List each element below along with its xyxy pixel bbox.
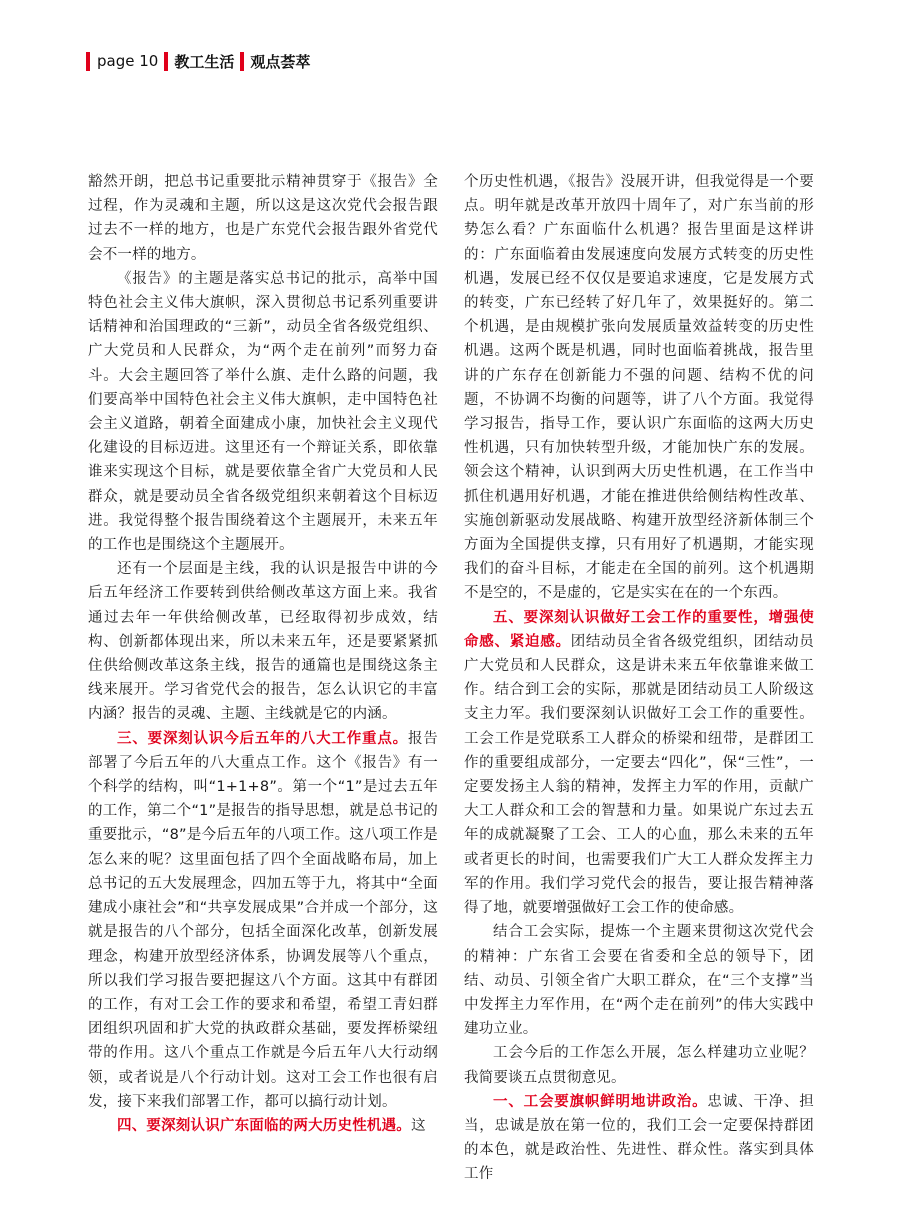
section-heading-4: 四、要深刻认识广东面临的两大历史性机遇。 — [117, 1117, 411, 1134]
header-red-bar — [86, 52, 90, 71]
paragraph-with-heading — [88, 727, 438, 1114]
right-column — [464, 170, 814, 1187]
paragraph: 豁然开朗，把总书记重要批示精神贯穿于《报告》全过程，作为灵魂和主题，所以这是这次党代会报告跟过去不一样的地方，也是广东党代会报告跟外省党代会不一样的地方。 — [88, 174, 438, 263]
paragraph: 工会今后的工作怎么开展，怎么样建功立业呢？我简要谈五点贯彻意见。 — [464, 1045, 814, 1086]
paragraph: 还有一个层面是主线，我的认识是报告中讲的今后五年经济工作要转到供给侧改革这方面上来。我省通过去年一年供给侧改革，已经取得初步成效，结构、创新都体现出来，所以未来五年，还是要紧紧抓住供给侧改革这条主线，报告的通篇也是围绕这条主线来展开。学习省党代会的报告，怎么认识它的丰富内涵？报告的灵魂、主题、主线就是它的内涵。 — [88, 561, 438, 723]
header-red-bar — [240, 52, 244, 71]
section-title: 教工生活 — [174, 52, 235, 71]
paragraph-text: 这 — [411, 1117, 426, 1134]
paragraph-with-heading — [464, 606, 814, 921]
paragraph: 结合工会实际，提炼一个主题来贯彻这次党代会的精神：广东省工会要在省委和全总的领导下，团结、动员、引领全省广大职工群众，在“三个支撑”当中发挥主力军作用，在“两个走在前列”的伟大实践中建功立业。 — [464, 924, 814, 1038]
column-title: 观点荟萃 — [250, 52, 311, 71]
section-heading-3: 三、要深刻认识今后五年的八大工作重点。 — [117, 730, 408, 747]
paragraph-with-heading — [464, 1090, 814, 1187]
paragraph-text: 忠诚、干净、担当，忠诚是放在第一位的，我们工会一定要保持群团的本色，就是政治性、先进性、群众性。落实到具体工作 — [464, 1093, 814, 1183]
section-heading-1: 一、工会要旗帜鲜明地讲政治。 — [493, 1093, 708, 1110]
header-red-bar — [164, 52, 168, 71]
page-number: page 10 — [97, 52, 159, 70]
page-header — [86, 50, 316, 72]
paragraph-text: 报告部署了今后五年的八大重点工作。这个《报告》有一个科学的结构，叫“1+1+8”。第一个“1”是过去五年的工作，第二个“1”是报告的指导思想，就是总书记的重要批示，“8”是今后五年的八项工作。这八项工作是怎么来的呢？这里面包括了四个全面战略布局，加上总书记的五大发展理念，四加五等于九，将其中“全面建成小康社会”和“共享发展成果”合并成一个部分，这就是报告的八个部分，包括全面深化改革，创新发展理念，构建开放型经济体系，协调发展等八个重点，所以我们学习报告要把握这八个方面。这其中有群团的工作，有对工会工作的要求和希望，希望工青妇群团组织巩固和扩大党的执政群众基础，要发挥桥梁纽带的作用。这八个重点工作就是今后五年八大行动纲领，或者说是八个行动计划。这对工会工作也很有启发，接下来我们部署工作，都可以搞行动计划。 — [88, 730, 438, 1110]
paragraph: 《报告》的主题是落实总书记的批示，高举中国特色社会主义伟大旗帜，深入贯彻总书记系列重要讲话精神和治国理政的“三新”，动员全省各级党组织、广大党员和人民群众，为“两个走在前列”而努力奋斗。大会主题回答了举什么旗、走什么路的问题，我们要高举中国特色社会主义伟大旗帜，走中国特色社会主义道路，朝着全面建成小康，加快社会主义现代化建设的目标迈进。这里还有一个辩证关系，即依靠谁来实现这个目标，就是要依靠全省广大党员和人民群众，就是要动员全省各级党组织来朝着这个目标迈进。我觉得整个报告围绕着这个主题展开，未来五年的工作也是围绕这个主题展开。 — [88, 270, 438, 554]
paragraph: 个历史性机遇，《报告》没展开讲，但我觉得是一个要点。明年就是改革开放四十周年了，对广东当前的形势怎么看？广东面临什么机遇？报告里面是这样讲的：广东面临着由发展速度向发展方式转变的历史性机遇，发展已经不仅仅是要追求速度，它是发展方式的转变，广东已经转了好几年了，效果挺好的。第二个机遇，是由规模扩张向发展质量效益转变的历史性机遇。这两个既是机遇，同时也面临着挑战，报告里讲的广东存在创新能力不强的问题、结构不优的问题，不协调不均衡的问题等，讲了八个方面。我觉得学习报告，指导工作，要认识广东面临的这两大历史性机遇，只有加快转型升级，才能加快广东的发展。领会这个精神，认识到两大历史性机遇，在工作当中抓住机遇用好机遇，才能在推进供给侧结构性改革、实施创新驱动发展战略、构建开放型经济新体制三个方面为全国提供支撑，只有用好了机遇期，才能实现我们的奋斗目标，才能走在全国的前列。这个机遇期不是空的，不是虚的，它是实实在在的一个东西。 — [464, 174, 814, 602]
section-heading-5: 五、要深刻认识做好工会工作的重要性，增强使命感、紧迫感。 — [464, 609, 814, 650]
paragraph-with-heading — [88, 1114, 438, 1138]
left-column — [88, 170, 438, 1138]
paragraph-text: 团结动员全省各级党组织，团结动员广大党员和人民群众，这是讲未来五年依靠谁来做工作。结合到工会的实际，那就是团结动员工人阶级这支主力军。我们要深刻认识做好工会工作的重要性。工会工作是党联系工人群众的桥梁和纽带，是群团工作的重要组成部分，一定要去“四化”，保“三性”，一定要发扬主人翁的精神，发挥主力军的作用，贡献广大工人群众和工会的智慧和力量。如果说广东过去五年的成就凝聚了工会、工人的心血，那么未来的五年或者更长的时间，也需要我们广大工人群众发挥主力军的作用。我们学习党代会的报告，要让报告精神落得了地，就要增强做好工会工作的使命感。 — [464, 633, 814, 917]
